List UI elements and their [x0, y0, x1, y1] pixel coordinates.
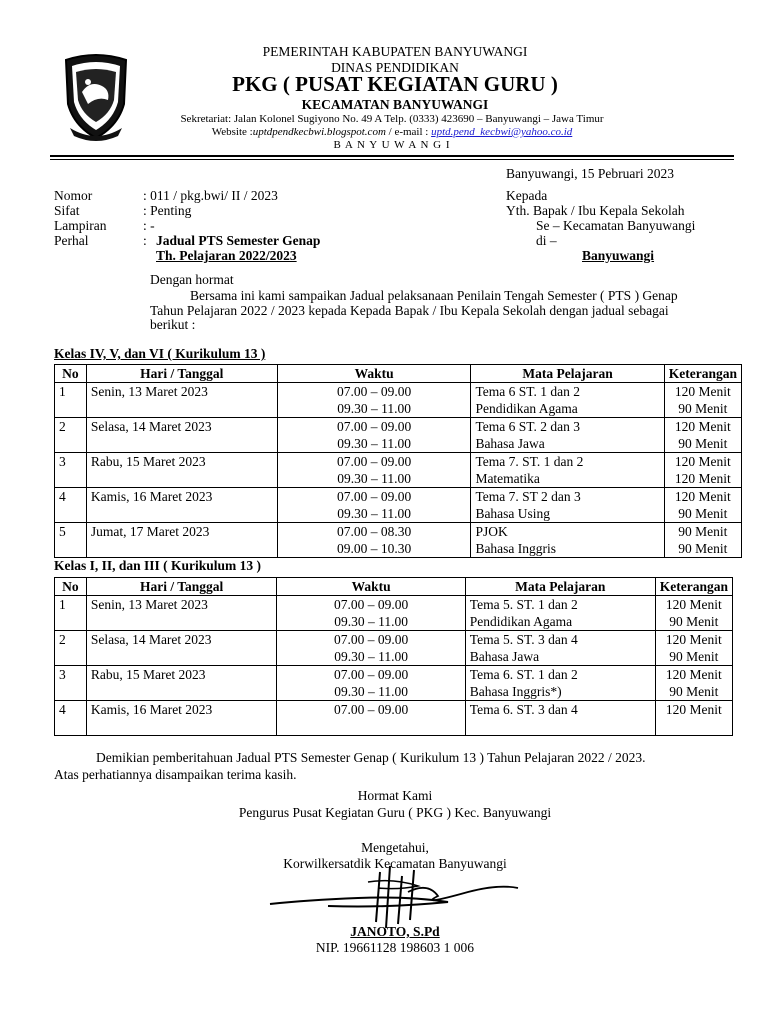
regency-logo: [58, 52, 134, 142]
cell-k1: 120 Menit: [664, 488, 741, 506]
kepada: Kepada: [506, 188, 548, 203]
website-label: Website :: [211, 126, 253, 138]
cell-w1: 07.00 – 08.30: [277, 523, 471, 541]
cell-w1: 07.00 – 09.00: [277, 488, 471, 506]
header-title: PKG ( PUSAT KEGIATAN GURU ): [232, 72, 558, 96]
sifat-value: : Penting: [143, 203, 192, 218]
cell-k1: 120 Menit: [655, 596, 732, 614]
table-row: [55, 701, 733, 719]
cell-m1: Tema 5. ST. 1 dan 2: [465, 596, 655, 614]
cell-empty: [55, 613, 87, 631]
cell-m1: Tema 5. ST. 3 dan 4: [465, 631, 655, 649]
cell-w1: 07.00 – 09.00: [277, 383, 471, 401]
table-header-row: [55, 578, 733, 596]
hormat-kami: Hormat Kami: [357, 788, 433, 803]
email-link[interactable]: uptd.pend_kecbwi@yahoo.co.id: [431, 126, 573, 138]
cell-m1: Tema 7. ST 2 dan 3: [471, 488, 664, 506]
cell-empty: [86, 683, 277, 701]
header-city: B A N Y U W A N G I: [333, 139, 451, 151]
pengurus: Pengurus Pusat Kegiatan Guru ( PKG ) Kec. Banyuwangi: [238, 805, 552, 820]
col-keterangan: Keterangan: [664, 365, 741, 383]
cell-k2: 90 Menit: [655, 648, 732, 666]
cell-w1: 07.00 – 09.00: [277, 666, 465, 684]
col-hari: Hari / Tanggal: [86, 365, 277, 383]
table-row: [55, 470, 742, 488]
col-waktu: Waktu: [277, 578, 465, 596]
cell-hari: Jumat, 17 Maret 2023: [86, 523, 277, 541]
header-divider: [50, 155, 734, 160]
cell-m1: PJOK: [471, 523, 664, 541]
cell-k2: 90 Menit: [664, 435, 741, 453]
cell-m2: Bahasa Jawa: [465, 648, 655, 666]
cell-no: 1: [55, 596, 87, 614]
signer-name: JANOTO, S.Pd: [350, 924, 440, 939]
cell-no: 2: [55, 418, 87, 436]
cell-empty: [86, 540, 277, 558]
perihal-label: Perhal: [54, 233, 89, 248]
cell-m2: Bahasa Using: [471, 505, 664, 523]
table-row: [55, 540, 742, 558]
cell-k2: 90 Menit: [664, 400, 741, 418]
cell-no: 3: [55, 453, 87, 471]
schedule-table-2: [54, 577, 733, 736]
table-row: [55, 435, 742, 453]
table1-title: Kelas IV, V, dan VI ( Kurikulum 13 ): [54, 346, 266, 361]
cell-hari: Kamis, 16 Maret 2023: [86, 488, 277, 506]
salutation: Dengan hormat: [150, 272, 234, 287]
col-keterangan: Keterangan: [655, 578, 732, 596]
cell-empty: [86, 613, 277, 631]
cell-k2: 90 Menit: [655, 683, 732, 701]
cell-empty: [55, 648, 87, 666]
cell-k2: 90 Menit: [664, 505, 741, 523]
cell-no: 2: [55, 631, 87, 649]
cell-w2: 09.30 – 11.00: [277, 613, 465, 631]
perihal-colon: :: [143, 233, 147, 248]
cell-w2: 09.00 – 10.30: [277, 540, 471, 558]
table-row: [55, 453, 742, 471]
cell-m2: Bahasa Inggris: [471, 540, 664, 558]
table-row: [55, 505, 742, 523]
body-line1: Bersama ini kami sampaikan Jadual pelaksanaan Penilain Tengah Semester ( PTS ) Genap: [190, 288, 678, 303]
header-subtitle: KECAMATAN BANYUWANGI: [301, 97, 489, 112]
signer-nip: NIP. 19661128 198603 1 006: [315, 940, 475, 955]
sifat-label: Sifat: [54, 203, 80, 218]
nomor-value: : 011 / pkg.bwi/ II / 2023: [143, 188, 278, 203]
cell-w2: 09.30 – 11.00: [277, 648, 465, 666]
table-header-row: [55, 365, 742, 383]
col-hari: Hari / Tanggal: [86, 578, 277, 596]
cell-hari: Kamis, 16 Maret 2023: [86, 701, 277, 719]
cell-w1: 07.00 – 09.00: [277, 418, 471, 436]
cell-w2: 09.30 – 11.00: [277, 683, 465, 701]
table-row: [55, 718, 733, 736]
cell-hari: Senin, 13 Maret 2023: [86, 383, 277, 401]
recipient-scope: Se – Kecamatan Banyuwangi: [536, 218, 696, 233]
table-row: [55, 418, 742, 436]
table-row: [55, 523, 742, 541]
cell-empty: [86, 505, 277, 523]
header-contact: [142, 126, 642, 138]
letter-date: Banyuwangi, 15 Pebruari 2023: [506, 166, 674, 181]
cell-k1: 120 Menit: [664, 453, 741, 471]
cell-hari: Selasa, 14 Maret 2023: [86, 631, 277, 649]
cell-empty: [86, 435, 277, 453]
cell-empty: [55, 435, 87, 453]
body-line2: Tahun Pelajaran 2022 / 2023 kepada Kepada Bapak / Ibu Kepala Sekolah dengan jadual sebagai: [150, 303, 669, 318]
cell-empty: [55, 540, 87, 558]
cell-hari: Selasa, 14 Maret 2023: [86, 418, 277, 436]
cell-k2: [655, 718, 732, 736]
cell-w2: 09.30 – 11.00: [277, 505, 471, 523]
closing-line2: Atas perhatiannya disampaikan terima kasih.: [54, 767, 297, 782]
cell-k2: 90 Menit: [655, 613, 732, 631]
cell-m1: Tema 7. ST. 1 dan 2: [471, 453, 664, 471]
cell-m2: Pendidikan Agama: [465, 613, 655, 631]
cell-k1: 90 Menit: [664, 523, 741, 541]
cell-no: 4: [55, 701, 87, 719]
cell-m2: Pendidikan Agama: [471, 400, 664, 418]
jabatan: Korwilkersatdik Kecamatan Banyuwangi: [283, 856, 507, 871]
cell-m1: Tema 6 ST. 2 dan 3: [471, 418, 664, 436]
cell-hari: Rabu, 15 Maret 2023: [86, 666, 277, 684]
cell-w2: 09.30 – 11.00: [277, 400, 471, 418]
table-row: [55, 400, 742, 418]
table-row: [55, 596, 733, 614]
cell-k1: 120 Menit: [655, 631, 732, 649]
cell-empty: [55, 470, 87, 488]
cell-w1: 07.00 – 09.00: [277, 701, 465, 719]
table-row: [55, 383, 742, 401]
cell-no: 4: [55, 488, 87, 506]
cell-w1: 07.00 – 09.00: [277, 453, 471, 471]
email-label: / e-mail :: [385, 126, 432, 138]
cell-k1: 120 Menit: [664, 383, 741, 401]
cell-w1: 07.00 – 09.00: [277, 631, 465, 649]
table-row: [55, 683, 733, 701]
col-no: No: [55, 365, 87, 383]
table-row: [55, 613, 733, 631]
cell-hari: Senin, 13 Maret 2023: [86, 596, 277, 614]
cell-empty: [55, 683, 87, 701]
cell-k1: 120 Menit: [655, 666, 732, 684]
website-link[interactable]: uptdpendkecbwi.blogspot.com: [252, 126, 386, 138]
col-waktu: Waktu: [277, 365, 471, 383]
cell-m1: Tema 6. ST. 3 dan 4: [465, 701, 655, 719]
cell-k1: 120 Menit: [655, 701, 732, 719]
lampiran-value: : -: [143, 218, 155, 233]
cell-m2: [465, 718, 655, 736]
cell-m2: Matematika: [471, 470, 664, 488]
header-address: Sekretariat: Jalan Kolonel Sugiyono No. 49 A Telp. (0333) 423690 – Banyuwangi – Jawa Timur: [180, 113, 604, 125]
cell-m2: Bahasa Jawa: [471, 435, 664, 453]
cell-k2: 90 Menit: [664, 540, 741, 558]
cell-w1: 07.00 – 09.00: [277, 596, 465, 614]
cell-no: 1: [55, 383, 87, 401]
col-mapel: Mata Pelajaran: [465, 578, 655, 596]
mengetahui: Mengetahui,: [361, 840, 429, 855]
cell-m2: Bahasa Inggris*): [465, 683, 655, 701]
cell-hari: Rabu, 15 Maret 2023: [86, 453, 277, 471]
cell-empty: [55, 400, 87, 418]
header-line2: DINAS PENDIDIKAN: [331, 60, 459, 75]
cell-no: 3: [55, 666, 87, 684]
lampiran-label: Lampiran: [54, 218, 107, 233]
body-line3: berikut :: [150, 317, 196, 332]
col-no: No: [55, 578, 87, 596]
cell-k2: 120 Menit: [664, 470, 741, 488]
cell-empty: [55, 505, 87, 523]
closing-line1: Demikian pemberitahuan Jadual PTS Semester Genap ( Kurikulum 13 ) Tahun Pelajaran 2022 / 2023.: [96, 750, 646, 765]
table-row: [55, 648, 733, 666]
recipient-di: di –: [536, 233, 557, 248]
cell-empty: [86, 400, 277, 418]
cell-w2: 09.30 – 11.00: [277, 435, 471, 453]
recipient-city: Banyuwangi: [582, 248, 655, 263]
cell-empty: [55, 718, 87, 736]
schedule-table-1: [54, 364, 742, 558]
table-row: [55, 666, 733, 684]
cell-k1: 120 Menit: [664, 418, 741, 436]
cell-m1: Tema 6 ST. 1 dan 2: [471, 383, 664, 401]
table-row: [55, 488, 742, 506]
cell-w2: [277, 718, 465, 736]
table-row: [55, 631, 733, 649]
cell-m1: Tema 6. ST. 1 dan 2: [465, 666, 655, 684]
header-line1: PEMERINTAH KABUPATEN BANYUWANGI: [262, 44, 528, 59]
cell-no: 5: [55, 523, 87, 541]
cell-empty: [86, 470, 277, 488]
nomor-label: Nomor: [54, 188, 93, 203]
cell-w2: 09.30 – 11.00: [277, 470, 471, 488]
perihal-line1: Jadual PTS Semester Genap: [156, 233, 321, 248]
cell-empty: [86, 718, 277, 736]
table2-title: Kelas I, II, dan III ( Kurikulum 13 ): [54, 558, 262, 573]
col-mapel: Mata Pelajaran: [471, 365, 664, 383]
perihal-line2: Th. Pelajaran 2022/2023: [156, 248, 297, 263]
cell-empty: [86, 648, 277, 666]
recipient: Yth. Bapak / Ibu Kepala Sekolah: [506, 203, 685, 218]
